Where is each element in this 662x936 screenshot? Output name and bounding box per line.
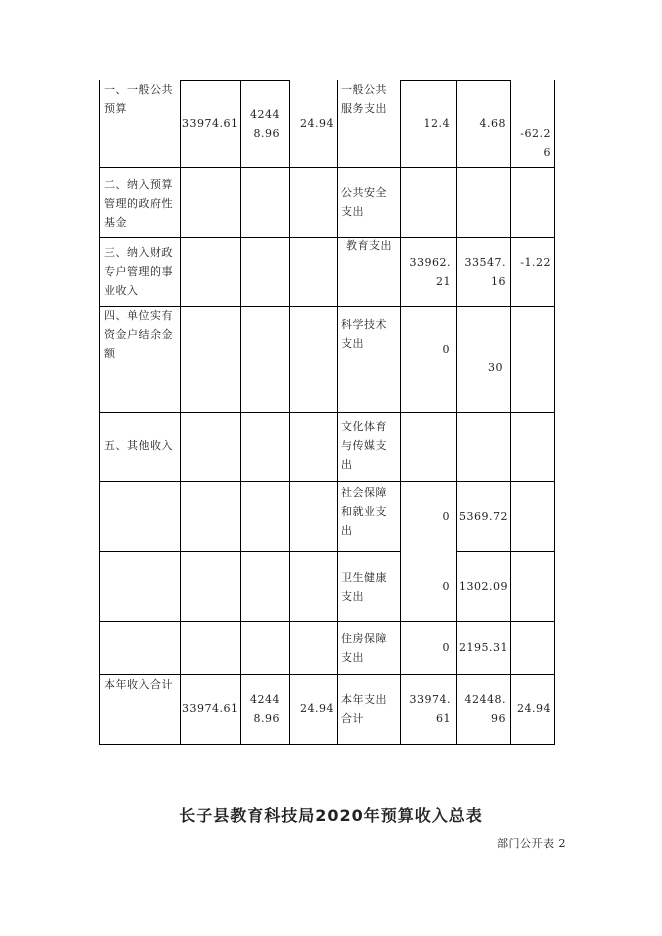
value-cell: 2195.31	[459, 641, 508, 654]
expense-item-cell: 教育支出	[346, 239, 392, 252]
value-cell: 0	[442, 343, 450, 356]
expense-item-cell: 科学技术支出	[341, 318, 387, 350]
expense-item-cell: 文化体育与传媒支出	[341, 420, 387, 471]
total-value-cell: 42448.96	[464, 693, 506, 725]
value-cell: -62.26	[520, 127, 551, 159]
grid-line	[456, 551, 555, 552]
value-cell: 5369.72	[459, 510, 508, 523]
income-item-cell: 三、纳入财政专户管理的事业收入	[104, 246, 173, 297]
grid-line	[180, 80, 290, 81]
expense-item-cell: 卫生健康支出	[341, 571, 387, 603]
grid-line	[99, 237, 555, 238]
income-item-cell: 四、单位实有资金户结余金额	[104, 309, 173, 360]
value-cell: 30	[488, 361, 503, 374]
value-cell: 33547.16	[464, 256, 506, 288]
grid-line	[99, 744, 555, 745]
value-cell: 0	[442, 580, 450, 593]
expense-item-cell: 住房保障支出	[341, 632, 387, 664]
expense-item-cell: 一般公共服务支出	[341, 83, 387, 115]
value-cell: 4.68	[479, 117, 506, 130]
total-value-cell: 24.94	[517, 702, 551, 715]
grid-line	[99, 167, 555, 168]
value-cell: -1.22	[520, 256, 551, 269]
income-item-cell: 二、纳入预算管理的政府性基金	[104, 178, 173, 229]
page-title: 长子县教育科技局2020年预算收入总表	[179, 806, 483, 825]
grid-line	[99, 481, 555, 482]
income-item-cell: 一、一般公共预算	[104, 83, 173, 115]
total-value-cell: 42448.96	[250, 693, 280, 725]
table-number-note: 部门公开表 2	[497, 837, 566, 850]
value-cell: 42448.96	[250, 108, 280, 140]
total-value-cell: 33974.61	[182, 702, 239, 715]
expense-item-cell: 公共安全支出	[341, 186, 387, 218]
value-cell: 33962.21	[409, 256, 451, 288]
grid-line	[99, 551, 401, 552]
total-value-cell: 33974.61	[409, 693, 451, 725]
expense-item-cell: 社会保障和就业支出	[341, 486, 387, 537]
grid-line	[99, 621, 555, 622]
total-expense-label: 本年支出合计	[341, 693, 387, 725]
value-cell: 0	[442, 510, 450, 523]
value-cell: 12.4	[423, 117, 450, 130]
value-cell: 33974.61	[182, 117, 239, 130]
value-cell: 1302.09	[459, 580, 508, 593]
total-value-cell: 24.94	[300, 702, 334, 715]
total-income-label: 本年收入合计	[104, 678, 173, 691]
value-cell: 0	[442, 641, 450, 654]
value-cell: 24.94	[300, 117, 334, 130]
income-item-cell: 五、其他收入	[104, 439, 173, 452]
grid-line	[99, 412, 555, 413]
grid-line	[400, 80, 511, 81]
